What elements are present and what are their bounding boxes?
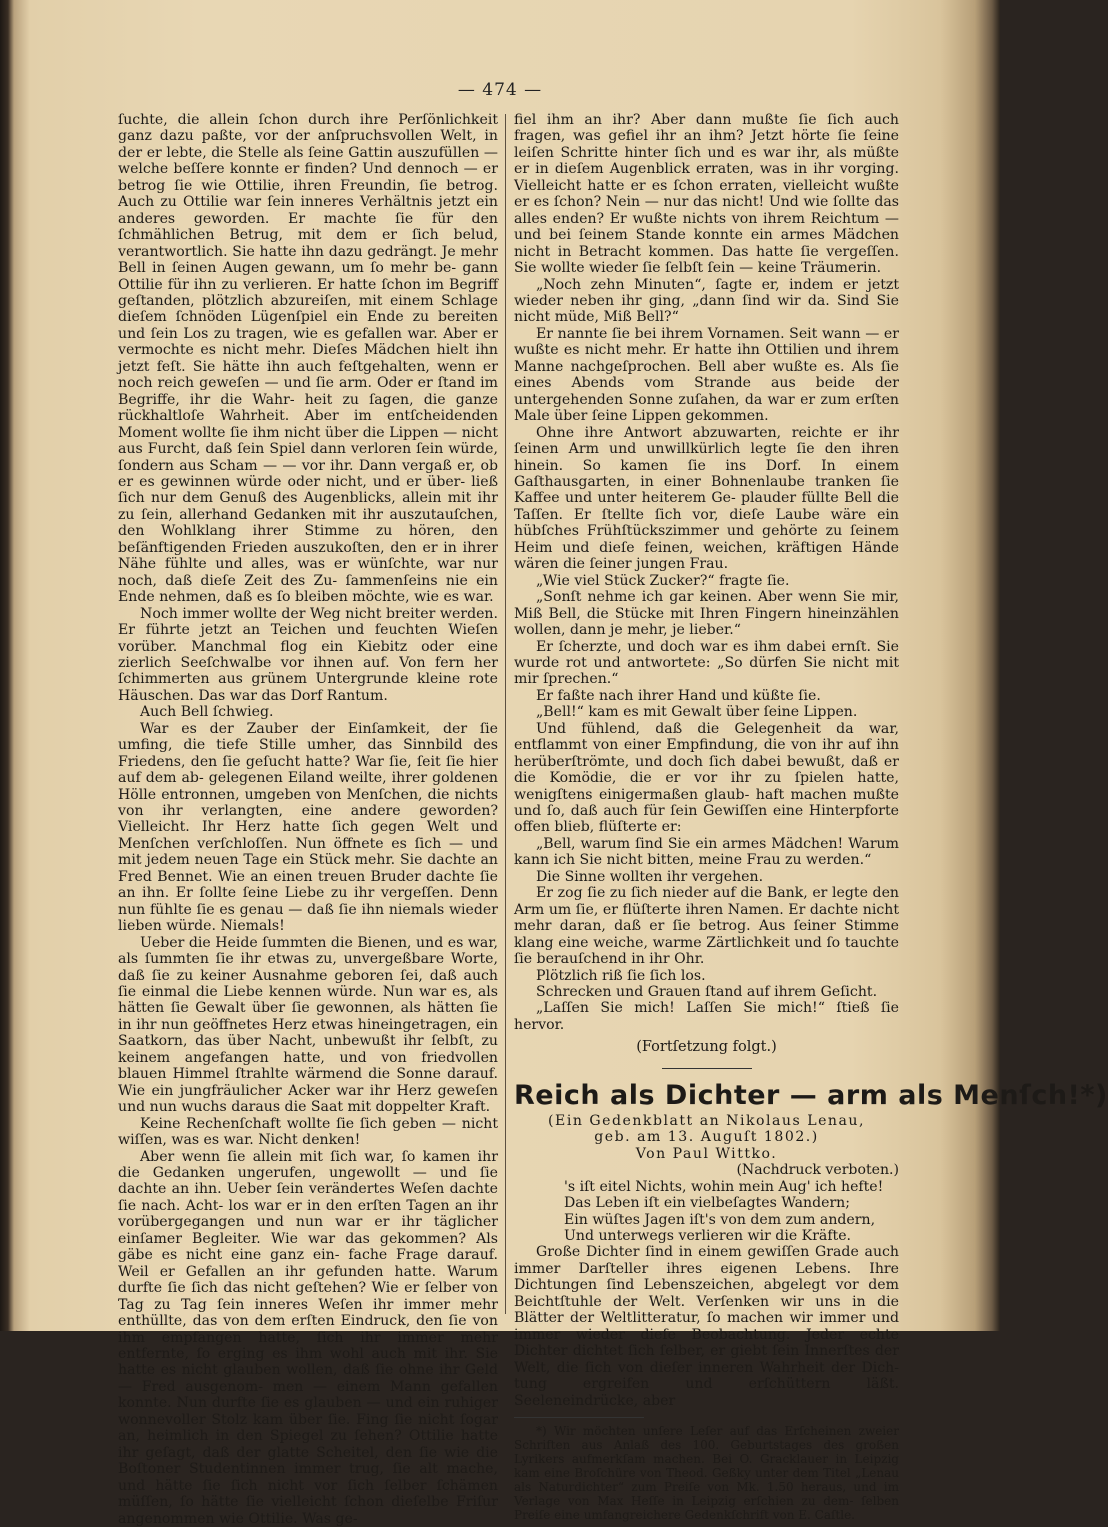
right-paragraph: Plötzlich riß ſie ſich los. xyxy=(536,967,706,984)
right-paragraph: „Bell, warum ſind Sie ein armes Mädchen! Warum kann ich Sie nicht bitten, meine Frau zu werden.“ xyxy=(514,835,899,869)
left-column xyxy=(118,112,498,1527)
left-paragraph: Keine Rechenſchaft wollte ſie ſich geben — nicht wiſſen, was es war. Nicht denken! xyxy=(118,1115,498,1149)
continuation-note: (Fortſetzung folgt.) xyxy=(636,1039,777,1056)
article-author: Von Paul Wittko. xyxy=(635,1145,778,1162)
right-paragraph: fiel ihm an ihr? Aber dann mußte ſie ſich auch fragen, was gefiel ihr an ihm? Jetzt hörte ſie ſeine leiſen Schritte hinter ſich und es war ihr, als müßte er in dieſem Augenblick erraten, was in ihr vorging. Vielleicht hatte er es ſchon erraten, vielleicht wußte er es ſchon? Nein — nur das nicht! Und wie ſollte das alles enden? Er wußte nichts von ihrem Reichtum — und bei ſeinem Stande konnte ein armes Mädchen nicht in Betracht kommen. Das hatte ſie vergeſſen. Sie wollte wieder ſie ſelbſt ſein — keine Träumerin. xyxy=(514,112,899,277)
verse-line: Das Leben iſt ein vielbeſagtes Wandern; xyxy=(564,1195,851,1212)
left-paragraph: Auch Bell ſchwieg. xyxy=(140,704,274,721)
section-divider xyxy=(662,1068,752,1069)
right-paragraph: „Bell!“ kam es mit Gewalt über ſeine Lippen. xyxy=(536,704,858,721)
right-paragraph: Schrecken und Grauen ſtand auf ihrem Geſicht. xyxy=(536,984,878,1001)
column-divider xyxy=(505,114,506,1314)
right-paragraph: Und fühlend, daß die Gelegenheit da war, entflammt von einer Empfindung, die von ihr auf ihn herüberſtrömte, und doch ſich dabei bewußt, daß er die Komödie, die er vor ihr zu ſpielen hatte, wenigſtens einigermaßen glaub- haft machen mußte und ſo, daß auch für ſein Gewiſſen eine Hinterpforte offen blieb, flüſterte er: xyxy=(514,720,899,836)
article-birth-line: geb. am 13. Auguſt 1802.) xyxy=(594,1129,819,1146)
right-paragraph: Er zog ſie zu ſich nieder auf die Bank, er legte den Arm um ſie, er flüſterte ihren Namen. Er dachte nicht mehr daran, daß er ſie betrog. Aus ſeiner Stimme klang eine weiche, warme Zärtlichkeit und ſo tauchte ſie berauſchend in ihr Ohr. xyxy=(514,885,899,968)
right-paragraph: Er faßte nach ihrer Hand und küßte ſie. xyxy=(536,687,821,704)
right-paragraph: Die Sinne wollten ihr vergehen. xyxy=(536,868,764,885)
right-paragraph: „Wie viel Stück Zucker?“ fragte ſie. xyxy=(536,572,790,589)
reprint-note: (Nachdruck verboten.) xyxy=(736,1162,899,1179)
verse-line: Und unterwegs verlieren wir die Kräfte. xyxy=(564,1228,852,1244)
footnote-divider xyxy=(514,1417,644,1418)
page-number: — 474 — xyxy=(457,80,543,100)
right-paragraph: „Sonſt nehme ich gar keinen. Aber wenn Sie mir, Miß Bell, die Stücke mit Ihren Fingern hineinzählen wollen, dann je mehr, je lieber.“ xyxy=(514,589,899,639)
footnote: *) Wir möchten unſere Leſer auf das Erſcheinen zweier Schriften aus Anlaß des 100. Geburtstages des großen Lyrikers aufmerkſam machen. Bei O. Gracklauer in Leipzig kam eine Broſchüre von Theod. Geßky unter dem Titel „Lenau als Naturdichter“ zum Preiſe von Mk. 1.50 heraus, und im Verlage von Max Heſſe in Leipzig erſchien zu dem- ſelben Preiſe eine umfangreichere Gedenkſchrift von E. Caſtle. xyxy=(514,1423,899,1522)
article-headline: Reich als Dichter — arm als Menſch!*) xyxy=(514,1079,1108,1111)
left-paragraph: War es der Zauber der Einſamkeit, der ſie umfing, die tiefe Stille umher, das Sinnbild des Friedens, den ſie geſucht hatte? War ſie, ſeit ſie hier auf dem ab- gelegenen Eiland weilte, ihrer goldenen Hölle entronnen, umgeben von Menſchen, die nichts von ihr verlangten, eine andere geworden? Vielleicht. Ihr Herz hatte ſich gegen Welt und Menſchen verſchloſſen. Nun öffnete es ſich — und mit jedem neuen Tage ein Stück mehr. Sie dachte an Fred Bennet. Wie an einen treuen Bruder dachte ſie an ihn. Er ſollte ſeine Liebe zu ihr vergeſſen. Denn nun fühlte ſie es genau — daß ſie ihn niemals wieder lieben würde. Niemals! xyxy=(118,720,498,935)
article-subtitle: (Ein Gedenkblatt an Nikolaus Lenau, xyxy=(548,1112,865,1129)
left-paragraph: Aber wenn ſie allein mit ſich war, ſo kamen ihr die Gedanken ungerufen, ungewollt — und ſie dachte an ihn. Ueber ſein verändertes Weſen dachte ſie nach. Acht- los war er in den erſten Tagen an ihr vorübergegangen und nun war er ihr täglicher einſamer Begleiter. Wie war das gekommen? Als gäbe es nicht eine ganz ein- fache Frage darauf. Weil er Gefallen an ihr gefunden hatte. Warum durfte ſie ſich das nicht geſtehen? Wie er ſelber von Tag zu Tag ſein inneres Weſen ihr immer mehr enthüllte, das von dem erſten Eindruck, den ſie von ihm empfangen hatte, ſich ihr immer mehr entfernte, ſo erging es ihm wohl auch mit ihr. Sie hatte es nicht glauben wollen, daß ſie ohne ihr Geld — Fred ausgenom- men — einem Mann gefallen konnte. Nun durfte ſie es glauben — und ein ruhiger wonnevoller Stolz kam über ſie. Fing ſie nicht ſogar an, heimlich in den Spiegel zu ſehen? Ottilie hatte ihr geſagt, daß der glatte Scheitel, den ſie wie die Boſtoner Studentinnen immer trug, ſie alt mache, und hätte ſie ſich nicht vor ſich ſelber ſchämen müſſen, ſo hätte ſie vielleicht ſchon dieſelbe Friſur angenommen wie Ottilie. Was ge- xyxy=(118,1148,498,1527)
right-paragraph: „Noch zehn Minuten“, ſagte er, indem er jetzt wieder neben ihr ging, „dann ſind wir da. Sind Sie nicht müde, Miß Bell?“ xyxy=(514,276,899,326)
left-paragraph: ſuchte, die allein ſchon durch ihre Perſönlichkeit ganz dazu paßte, vor der anſpruchsvollen Welt, in der er lebte, die Stelle als ſeine Gattin auszufüllen — welche beſſere konnte er finden? Und dennoch — er betrog ſie wie Ottilie, ihren Freundin, ſie betrog. Auch zu Ottilie war ſein inneres Verhältnis jetzt ein anderes geworden. Er machte ſie für den ſchmählichen Betrug, mit dem er ſich belud, verantwortlich. Sie hatte ihn dazu gedrängt. Je mehr Bell in ſeinen Augen gewann, um ſo mehr be- gann Ottilie für ihn zu verlieren. Er hatte ſchon im Begriff geſtanden, plötzlich abzureiſen, mit einem Schlage dieſem ſchnöden Lügenſpiel ein Ende zu bereiten und ſein Los zu tragen, wie es gefallen war. Aber er vermochte es nicht mehr. Dieſes Mädchen hielt ihn jetzt feſt. Sie hätte ihn auch feſtgehalten, wenn er noch reich geweſen — und ſie arm. Oder er ſtand im Begriffe, ihr die Wahr- heit zu ſagen, die ganze rückhaltloſe Wahrheit. Aber im entſcheidenden Moment wollte ſie ihm nicht über die Lippen — nicht aus Furcht, daß ſein Spiel dann verloren ſein würde, ſondern aus Scham — — vor ihr. Dann vergaß er, ob er es gewinnen würde oder nicht, und er über- ließ ſich nur dem Genuß des Augenblicks, allein mit ihr zu ſein, allerhand Gedanken mit ihr auszutauſchen, den Wohlklang ihrer Stimme zu hören, den beſänftigenden Frieden auszukoſten, den er in ihrer Nähe fühlte und alles, was er wünſchte, war nur noch, daß dieſe Zeit des Zu- ſammenſeins nie ein Ende nehmen, daß es ſo bleiben möchte, wie es war. xyxy=(118,112,498,606)
right-paragraph: Er nannte ſie bei ihrem Vornamen. Seit wann — er wußte es nicht mehr. Er hatte ihn Ottilien und ihrem Manne nachgeſprochen. Bell aber wußte es. Als ſie eines Abends vom Strande aus beide der untergehenden Sonne zuſahen, da war er zum erſten Male über ſeine Lippen gekommen. xyxy=(514,325,899,425)
right-paragraph: „Laſſen Sie mich! Laſſen Sie mich!“ ſtieß ſie hervor. xyxy=(514,1000,899,1033)
verse-line: Ein wüſtes Jagen iſt's von dem zum andern, xyxy=(564,1211,876,1228)
verse-line: 's iſt eitel Nichts, wohin mein Aug' ich hefte! xyxy=(564,1178,884,1195)
left-paragraph: Ueber die Heide ſummten die Bienen, und es war, als ſummten ſie ihr etwas zu, unvergeßbare Worte, daß ſie zu keiner Ausnahme geboren ſei, daß auch ſie einmal die Liebe kennen würde. Nun war es, als hätten ſie Gewalt über ſie gewonnen, als hätten ſie in ihr nun geöffnetes Herz etwas hineingetragen, ein Saatkorn, das über Nacht, unbewußt ihr ſelbſt, zu keinem angefangen hatte, und von friedvollen blauen Himmel ſtrahlte wärmend die Sonne darauf. Wie ein jungfräulicher Acker war ihr Herz geweſen und nun wuchs daraus die Saat mit doppelter Kraft. xyxy=(118,934,498,1116)
right-paragraph: Ohne ihre Antwort abzuwarten, reichte er ihr ſeinen Arm und unwillkürlich legte ſie den ihren hinein. So kamen ſie ins Dorf. In einem Gaſthausgarten, in einer Bohnenlaube tranken ſie Kaffee und unter heiterem Ge- plauder füllte Bell die Taſſen. Er ſtellte ſich vor, dieſe Laube wäre ein hübſches Frühſtückszimmer und gehörte zu ſeinem Heim und dieſe feinen, weichen, kräftigen Hände wären die ſeiner jungen Frau. xyxy=(514,424,899,573)
left-paragraph: Noch immer wollte der Weg nicht breiter werden. Er führte jetzt an Teichen und feuchten Wieſen vorüber. Manchmal flog ein Kiebitz oder eine zierlich Seeſchwalbe vor ihnen auf. Von fern her ſchimmerten aus grünem Untergrunde kleine rote Häuschen. Das war das Dorf Rantum. xyxy=(118,605,498,704)
article-body: Große Dichter ſind in einem gewiſſen Grade auch immer Darſteller ihres eigenen Lebens. Ihre Dichtungen ſind Lebenszeichen, abgelegt vor dem Beichtſtuhle der Welt. Verſenken wir uns in die Blätter der Weltlitteratur, ſo machen wir immer und immer wieder dieſe Beobachtung. Jeder echte Dichter dichtet ſich ſelber, er giebt ſein Innerſtes der Welt, die ſich von dieſer inneren Wahrheit der Dich- tung ergreifen und erſchüttern läßt. Seeleneindrücke, aber xyxy=(514,1244,899,1409)
right-column xyxy=(514,112,1108,1522)
right-paragraph: Er ſcherzte, und doch war es ihm dabei ernſt. Sie wurde rot und antwortete: „So dürfen Sie nicht mit mir ſprechen.“ xyxy=(514,638,899,688)
